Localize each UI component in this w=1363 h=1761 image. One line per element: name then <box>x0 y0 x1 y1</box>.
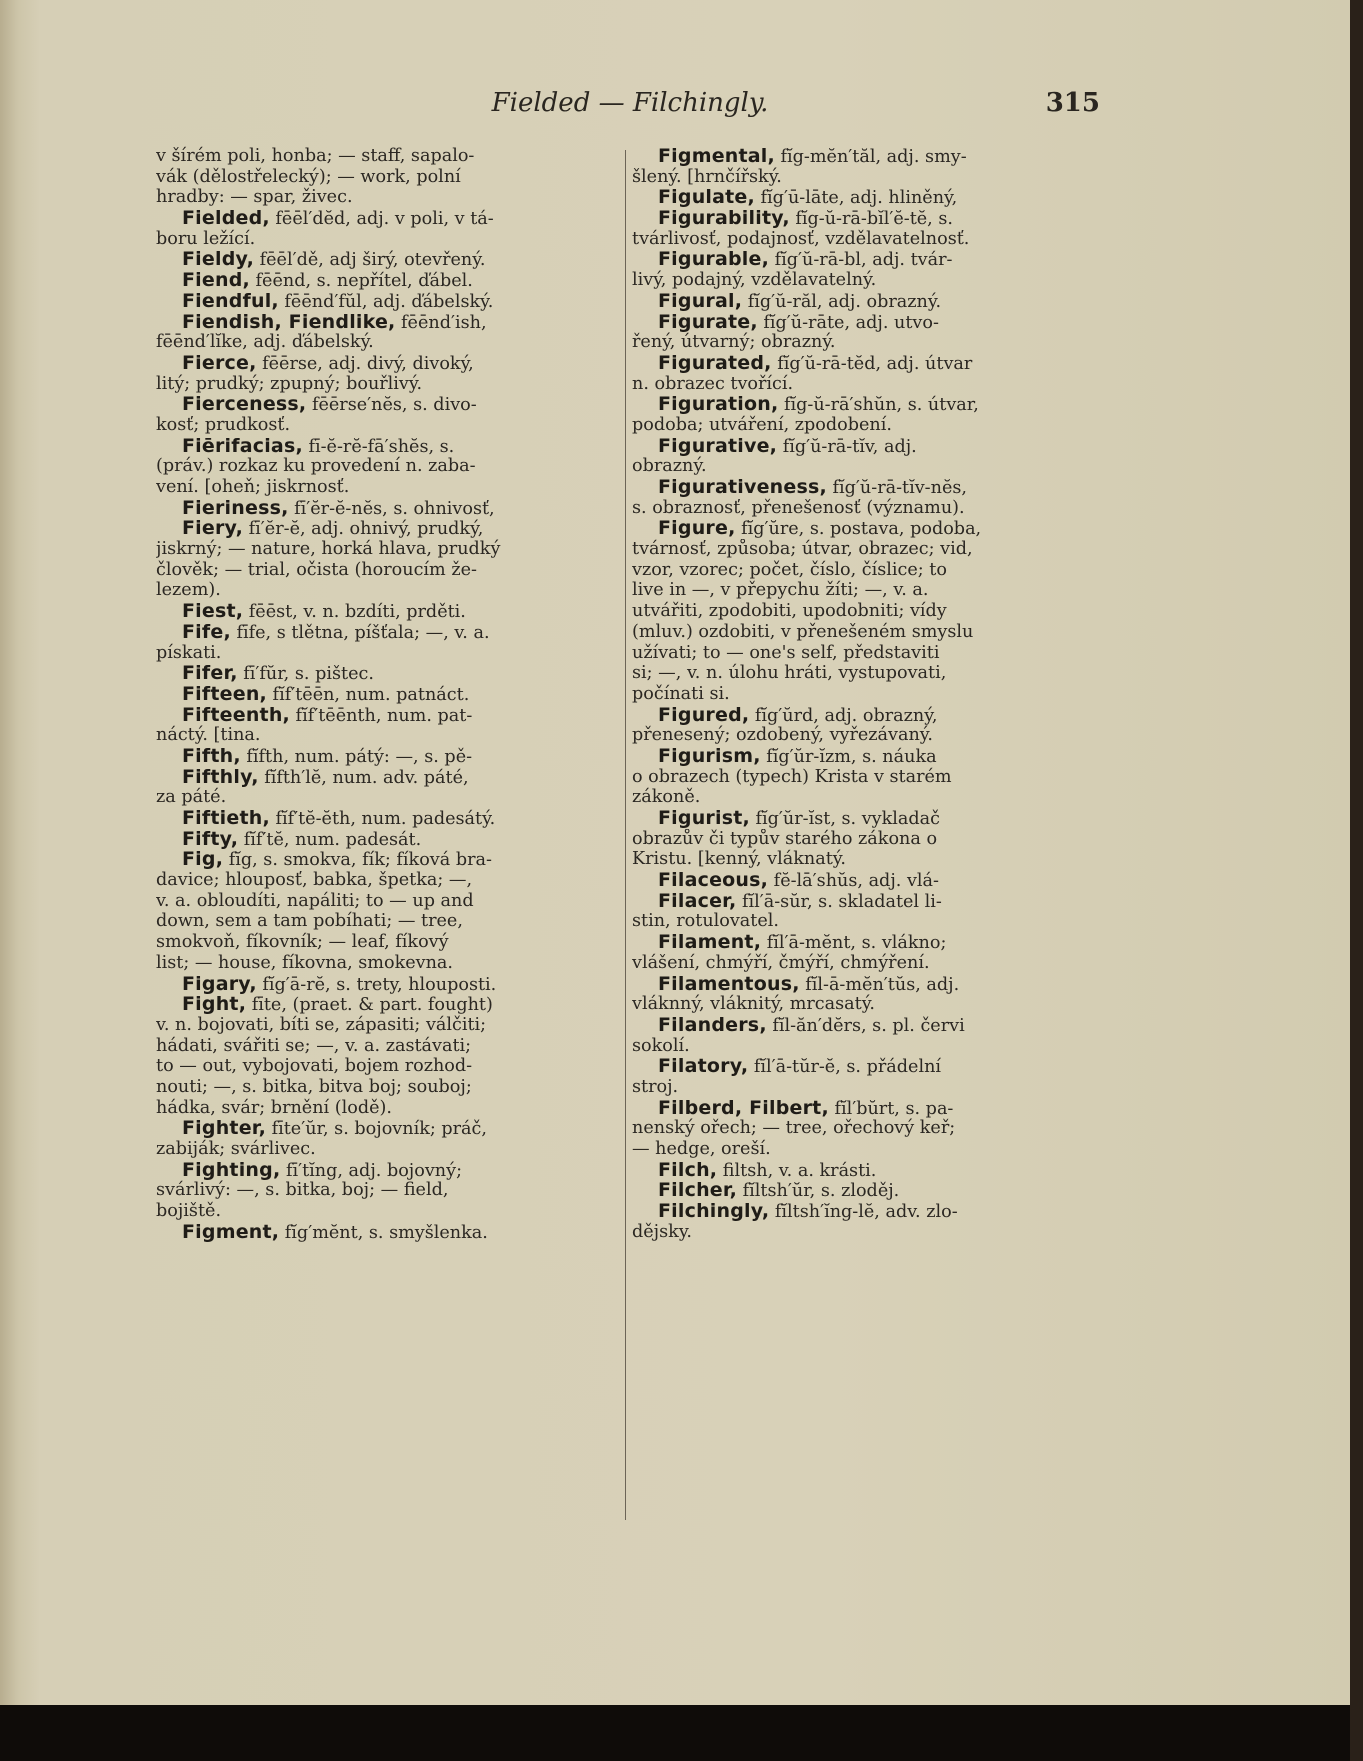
headword: Figurated, <box>658 352 772 374</box>
definition-text: fĭg, s. smokva, fík; fíková bra- <box>223 850 492 871</box>
definition-text: vák (dělostřelecký); — work, polní <box>156 166 461 187</box>
definition-text: fĭl′ā-sŭr, s. skladatel li- <box>736 891 942 912</box>
definition-text: lezem). <box>156 580 221 601</box>
headword: Figulate, <box>658 187 755 209</box>
text-line <box>632 539 1092 560</box>
definition-text: v. a. obloudíti, napáliti; to — up and <box>156 890 474 911</box>
definition-text: užívati; to — one's self, představiti <box>632 642 940 663</box>
text-line <box>632 994 1092 1015</box>
definition-text: fī′ĕr-ĕ, adj. ohnivý, prudký, <box>243 519 484 540</box>
headword: Fifty, <box>182 828 239 850</box>
entry-line <box>632 1056 1092 1077</box>
definition-text: (mluv.) ozdobiti, v přenešeném smyslu <box>632 621 974 642</box>
headword: Filaceous, <box>658 870 769 891</box>
definition-text: náctý. [tina. <box>156 725 261 746</box>
definition-text: litý; prudký; zpupný; bouřlivý. <box>156 373 423 394</box>
definition-text: vláknný, vláknitý, mrcasatý. <box>632 994 875 1015</box>
definition-text: fĭf′tēēnth, num. pat- <box>289 705 473 726</box>
entry-line <box>156 249 618 270</box>
definition-text: obrazův či typův starého zákona o <box>632 828 938 849</box>
headword: Fight, <box>182 994 247 1015</box>
definition-text: list; — house, fíkovna, smokevna. <box>156 952 454 973</box>
entry-line <box>156 808 618 829</box>
entry-line <box>156 436 618 457</box>
definition-text: fĭg-ŭ-rā′shŭn, s. útvar, <box>778 395 979 415</box>
headword: Fiest, <box>182 601 244 622</box>
definition-text: pískati. <box>156 642 222 663</box>
text-line <box>156 911 618 932</box>
definition-text: vení. [oheň; jiskrnosť. <box>156 477 350 497</box>
text-line <box>156 187 618 208</box>
text-line <box>156 1098 618 1119</box>
definition-text: bojiště. <box>156 1201 222 1222</box>
definition-text: fī′fŭr, s. pištec. <box>237 664 374 684</box>
entry-line <box>156 291 618 312</box>
text-line <box>632 167 1092 188</box>
text-line <box>632 415 1092 436</box>
definition-text: hradby: — spar, živec. <box>156 187 353 208</box>
text-line <box>632 498 1092 519</box>
definition-text: smokvoň, fíkovník; — leaf, fíkový <box>156 932 449 953</box>
definition-text: fĭg′ŭ-răl, adj. obrazný. <box>742 291 942 312</box>
definition-text: n. obrazec tvořící. <box>632 373 794 394</box>
text-line <box>632 829 1092 850</box>
entry-line <box>156 1118 618 1139</box>
definition-text: fīfe, s tlětna, píšťala; —, v. a. <box>230 622 490 643</box>
definition-text: fĭg′ŭ-rā-tĭv-nĕs, <box>826 478 967 498</box>
headword: Filatory, <box>658 1056 749 1077</box>
definition-text: fĭg′ŭ-rā-bl, adj. tvár- <box>769 250 953 271</box>
text-line <box>156 725 618 746</box>
entry-line <box>156 208 618 229</box>
text-line <box>632 911 1092 932</box>
text-line <box>632 270 1092 291</box>
entry-line <box>632 208 1092 229</box>
headword: Fifteen, <box>182 683 267 705</box>
definition-text: fēēnd′lĭke, adj. ďábelský. <box>156 332 374 353</box>
headword: Fierceness, <box>182 394 307 415</box>
text-line <box>156 456 618 477</box>
text-line <box>156 374 618 395</box>
text-line <box>156 539 618 560</box>
text-line <box>156 415 618 436</box>
definition-text: fĭg′ŭre, s. postava, podoba, <box>735 519 982 540</box>
definition-text: přenesený; ozdobený, vyřezávaný. <box>632 725 933 746</box>
running-title: Fielded — Filchingly. <box>491 88 769 118</box>
text-line <box>156 1015 618 1036</box>
headword: Fifthly, <box>182 766 259 788</box>
text-line <box>632 580 1092 601</box>
headword: Fiery, <box>182 518 244 540</box>
entry-line <box>632 891 1092 912</box>
scan-border-bottom <box>0 1705 1363 1761</box>
definition-text: obrazný. <box>632 456 707 477</box>
text-line <box>156 1139 618 1160</box>
entry-line <box>156 849 618 870</box>
definition-text: — hedge, oreší. <box>632 1139 771 1159</box>
definition-text: počínati si. <box>632 683 730 704</box>
entry-line <box>632 1098 1092 1119</box>
text-line <box>632 787 1092 808</box>
definition-text: fīte′ŭr, s. bojovník; práč, <box>265 1119 487 1139</box>
text-line <box>156 891 618 912</box>
headword: Fieriness, <box>182 497 289 519</box>
definition-text: fĭg′ŭ-rāte, adj. utvo- <box>757 312 939 333</box>
definition-text: jiskrný; — nature, horká hlava, prudký <box>156 539 501 560</box>
entry-line <box>632 312 1092 333</box>
entry-line <box>632 353 1092 374</box>
definition-text: fĭg′ā-rĕ, s. trety, hlouposti. <box>256 974 497 995</box>
right-column <box>632 146 1092 1242</box>
definition-text: live in —, v přepychu žíti; —, v. a. <box>632 580 929 601</box>
headword: Fighter, <box>182 1118 266 1139</box>
entry-line <box>156 994 618 1015</box>
text-line <box>156 1056 618 1077</box>
definition-text: utvářiti, zpodobiti, upodobniti; vídy <box>632 601 947 622</box>
definition-text: Kristu. [kenný, vláknatý. <box>632 849 846 870</box>
headword: Filchingly, <box>658 1201 770 1222</box>
text-line <box>156 477 618 498</box>
entry-line <box>632 1015 1092 1036</box>
headword: Filament, <box>658 932 762 953</box>
headword: Filacer, <box>658 890 737 912</box>
entry-line <box>156 622 618 643</box>
definition-text: fĭl′ā-tŭr-ĕ, s. přádelní <box>748 1057 942 1077</box>
definition-text: fĭg′ŭr-ĭzm, s. náuka <box>760 746 937 767</box>
headword: Filamentous, <box>658 973 800 995</box>
headword: Fife, <box>182 621 231 643</box>
definition-text: nenský ořech; — tree, ořechový keř; <box>632 1118 956 1139</box>
entry-line <box>632 870 1092 891</box>
headword: Figural, <box>658 290 743 312</box>
headword: Fig, <box>182 849 224 871</box>
text-line <box>632 622 1092 643</box>
entry-line <box>156 829 618 850</box>
definition-text: vlášení, chmýří, čmýří, chmýření. <box>632 952 930 973</box>
definition-text: fēēl′dĕd, adj. v poli, v tá- <box>269 209 494 229</box>
definition-text: fĭfth, num. pátý: —, s. pě- <box>240 746 473 767</box>
entry-line <box>632 1180 1092 1201</box>
definition-text: hádati, svářiti se; —, v. a. zastávati; <box>156 1035 472 1056</box>
definition-text: fĭl-ăn′dĕrs, s. pl. červi <box>766 1015 965 1036</box>
entry-line <box>156 1160 618 1181</box>
text-line <box>632 1222 1092 1243</box>
headword: Figurate, <box>658 311 758 333</box>
text-line <box>632 560 1092 581</box>
text-line <box>632 663 1092 684</box>
definition-text: fēēnd′fŭl, adj. ďábelský. <box>278 291 494 312</box>
definition-text: fēērse′nĕs, s. divo- <box>306 395 477 415</box>
column-divider <box>625 150 626 1520</box>
definition-text: tvárnosť, způsoba; útvar, obrazec; vid, <box>632 539 973 560</box>
definition-text: fĭl′ā-mĕnt, s. vlákno; <box>761 933 947 953</box>
definition-text: (práv.) rozkaz ku provedení n. zaba- <box>156 456 476 477</box>
definition-text: s. obraznosť, přenešenosť (významu). <box>632 497 965 518</box>
definition-text: fĭf′tĕ, num. padesát. <box>238 829 422 850</box>
headword: Fiendful, <box>182 290 279 312</box>
definition-text: fĭg′ŭrd, adj. obrazný, <box>749 705 938 726</box>
definition-text: fī′tĭng, adj. bojovný; <box>280 1160 462 1181</box>
definition-text: fĭg-ŭ-rā-bĭl′ĕ-tĕ, s. <box>789 209 953 229</box>
definition-text: fĭg′ū-lāte, adj. hliněný, <box>754 188 958 209</box>
definition-text: kosť; prudkosť. <box>156 414 291 435</box>
headword: Filanders, <box>658 1014 767 1036</box>
definition-text: hádka, svár; brnění (lodě). <box>156 1097 392 1118</box>
entry-line <box>156 312 618 333</box>
text-line <box>156 167 618 188</box>
definition-text: zákoně. <box>632 787 701 808</box>
headword: Figuration, <box>658 394 779 415</box>
definition-text: fĭf′tĕ-ĕth, num. padesátý. <box>269 809 496 829</box>
definition-text: down, sem a tam pobíhati; — tree, <box>156 911 463 932</box>
text-line <box>632 849 1092 870</box>
text-line <box>632 374 1092 395</box>
headword: Figurativeness, <box>658 477 827 498</box>
entry-line <box>632 808 1092 829</box>
definition-text: fĭl-ā-mĕn′tŭs, adj. <box>799 974 960 995</box>
entry-line <box>156 684 618 705</box>
text-line <box>632 229 1092 250</box>
definition-text: fĭf′tēēn, num. patnáct. <box>266 684 470 705</box>
entry-line <box>632 187 1092 208</box>
definition-text: řený, útvarný; obrazný. <box>632 332 836 353</box>
text-line <box>632 1036 1092 1057</box>
headword: Figured, <box>658 704 750 726</box>
headword: Figurative, <box>658 435 778 457</box>
headword: Filcher, <box>658 1180 738 1202</box>
entry-line <box>156 974 618 995</box>
entry-line <box>632 146 1092 167</box>
text-line <box>156 1036 618 1057</box>
headword: Fielded, <box>182 208 270 229</box>
definition-text: člověk; — trial, očista (horoucím že- <box>156 559 477 580</box>
entry-line <box>156 601 618 622</box>
definition-text: fĭg′ŭr-ĭst, s. vykladač <box>749 809 940 829</box>
definition-text: zabiják; svárlivec. <box>156 1139 316 1159</box>
page-number: 315 <box>1045 88 1100 118</box>
entry-line <box>632 746 1092 767</box>
definition-text: boru ležící. <box>156 228 256 249</box>
definition-text: svárlivý: —, s. bitka, boj; — field, <box>156 1180 449 1201</box>
text-line <box>156 229 618 250</box>
headword: Figurism, <box>658 745 761 767</box>
headword: Fiērifacias, <box>182 435 303 457</box>
entry-line <box>632 1160 1092 1181</box>
definition-text: stin, rotulovatel. <box>632 911 779 932</box>
definition-text: nouti; —, s. bitka, bitva boj; souboj; <box>156 1076 472 1097</box>
headword: Figary, <box>182 973 257 995</box>
headword: Figurability, <box>658 208 790 229</box>
entry-line <box>156 746 618 767</box>
entry-line <box>156 767 618 788</box>
entry-line <box>156 498 618 519</box>
left-column <box>156 146 618 1242</box>
definition-text: stroj. <box>632 1076 679 1097</box>
definition-text: davice; hlouposť, babka, špetka; —, <box>156 870 473 891</box>
headword: Fiend, <box>182 270 250 291</box>
entry-line <box>632 518 1092 539</box>
definition-text: filtsh, v. a. krásti. <box>717 1160 877 1181</box>
entry-line <box>156 270 618 291</box>
definition-text: fēēnd, s. nepřítel, ďábel. <box>249 271 473 291</box>
entry-line <box>156 394 618 415</box>
headword: Fiftieth, <box>182 808 270 829</box>
entry-line <box>632 1201 1092 1222</box>
text-line <box>156 1180 618 1201</box>
definition-text: si; —, v. n. úlohu hráti, vystupovati, <box>632 663 947 684</box>
definition-text: tvárlivosť, podajnosť, vzdělavatelnosť. <box>632 228 970 249</box>
text-line <box>632 1077 1092 1098</box>
headword: Filberd, Filbert, <box>658 1097 829 1119</box>
entry-line <box>156 1222 618 1243</box>
definition-text: dějsky. <box>632 1221 693 1242</box>
headword: Figurable, <box>658 249 770 271</box>
entry-line <box>632 249 1092 270</box>
definition-text: fīte, (praet. & part. fought) <box>246 995 493 1015</box>
definition-text: fĭg′ŭ-rā-tĕd, adj. útvar <box>771 353 973 374</box>
headword: Figurist, <box>658 808 750 829</box>
headword: Figmental, <box>658 146 775 167</box>
definition-text: za páté. <box>156 787 227 808</box>
text-line <box>156 1201 618 1222</box>
definition-text: v šírém poli, honba; — staff, sapalo- <box>156 146 475 166</box>
text-line <box>156 870 618 891</box>
text-line <box>156 580 618 601</box>
definition-text: sokolí. <box>632 1035 690 1056</box>
text-line <box>632 684 1092 705</box>
definition-text: fēēl′dě, adj širý, otevřený. <box>254 250 486 271</box>
text-line <box>156 1077 618 1098</box>
text-line <box>632 725 1092 746</box>
text-line <box>632 1139 1092 1160</box>
entry-line <box>632 291 1092 312</box>
entry-line <box>632 932 1092 953</box>
entry-line <box>156 353 618 374</box>
definition-text: fĭltsh′ĭng-lĕ, adv. zlo- <box>769 1202 958 1222</box>
definition-text: fĕ-lā′shŭs, adj. vlá- <box>768 871 939 891</box>
definition-text: to — out, vybojovati, bojem rozhod- <box>156 1056 473 1077</box>
definition-text: fēērse, adj. divý, divoký, <box>256 353 474 374</box>
headword: Figure, <box>658 518 736 540</box>
text-line <box>156 932 618 953</box>
definition-text: fĭg-mĕn′tăl, adj. smy- <box>774 147 967 167</box>
text-line <box>156 643 618 664</box>
definition-text: fēēst, v. n. bzdíti, prděti. <box>243 602 466 622</box>
text-line <box>632 456 1092 477</box>
definition-text: v. n. bojovati, bíti se, zápasiti; válčiti; <box>156 1014 487 1035</box>
definition-text: fī-ĕ-rĕ-fā′shĕs, s. <box>302 436 455 457</box>
text-line <box>632 1118 1092 1139</box>
text-line <box>632 332 1092 353</box>
text-line <box>156 953 618 974</box>
entry-line <box>632 705 1092 726</box>
entry-line <box>156 518 618 539</box>
definition-text: livý, podajný, vzdělavatelný. <box>632 270 877 291</box>
text-line <box>632 601 1092 622</box>
text-line <box>156 560 618 581</box>
definition-text: fēēnd′ish, <box>395 312 487 333</box>
definition-text: fī′ĕr-ĕ-nĕs, s. ohnivosť, <box>288 498 495 519</box>
headword: Fiendish, Fiendlike, <box>182 311 396 333</box>
text-line <box>632 767 1092 788</box>
headword: Fifth, <box>182 745 241 767</box>
text-line <box>632 953 1092 974</box>
headword: Fieldy, <box>182 249 255 271</box>
entry-line <box>632 394 1092 415</box>
headword: Fierce, <box>182 352 257 374</box>
definition-text: fĭl′bŭrt, s. pa- <box>828 1098 954 1119</box>
scan-border-right <box>1350 0 1363 1761</box>
headword: Fifteenth, <box>182 704 290 726</box>
entry-line <box>156 705 618 726</box>
entry-line <box>156 663 618 684</box>
definition-text: o obrazech (typech) Krista v starém <box>632 766 952 787</box>
text-line <box>156 787 618 808</box>
entry-line <box>632 974 1092 995</box>
headword: Filch, <box>658 1159 718 1181</box>
text-line <box>156 332 618 353</box>
definition-text: vzor, vzorec; počet, číslo, číslice; to <box>632 559 947 580</box>
headword: Figment, <box>182 1221 280 1243</box>
headword: Fifer, <box>182 663 238 684</box>
definition-text: podoba; utváření, zpodobení. <box>632 414 892 435</box>
definition-text: fĭltsh′ŭr, s. zloděj. <box>737 1181 900 1202</box>
definition-text: fĭfth′lĕ, num. adv. páté, <box>258 767 469 788</box>
definition-text: fĭg′mĕnt, s. smyšlenka. <box>279 1222 488 1243</box>
text-line <box>156 146 618 167</box>
definition-text: šlený. [hrnčířský. <box>632 166 782 187</box>
entry-line <box>632 436 1092 457</box>
headword: Fighting, <box>182 1159 281 1181</box>
entry-line <box>632 477 1092 498</box>
text-line <box>632 643 1092 664</box>
definition-text: fĭg′ŭ-rā-tĭv, adj. <box>777 436 917 457</box>
